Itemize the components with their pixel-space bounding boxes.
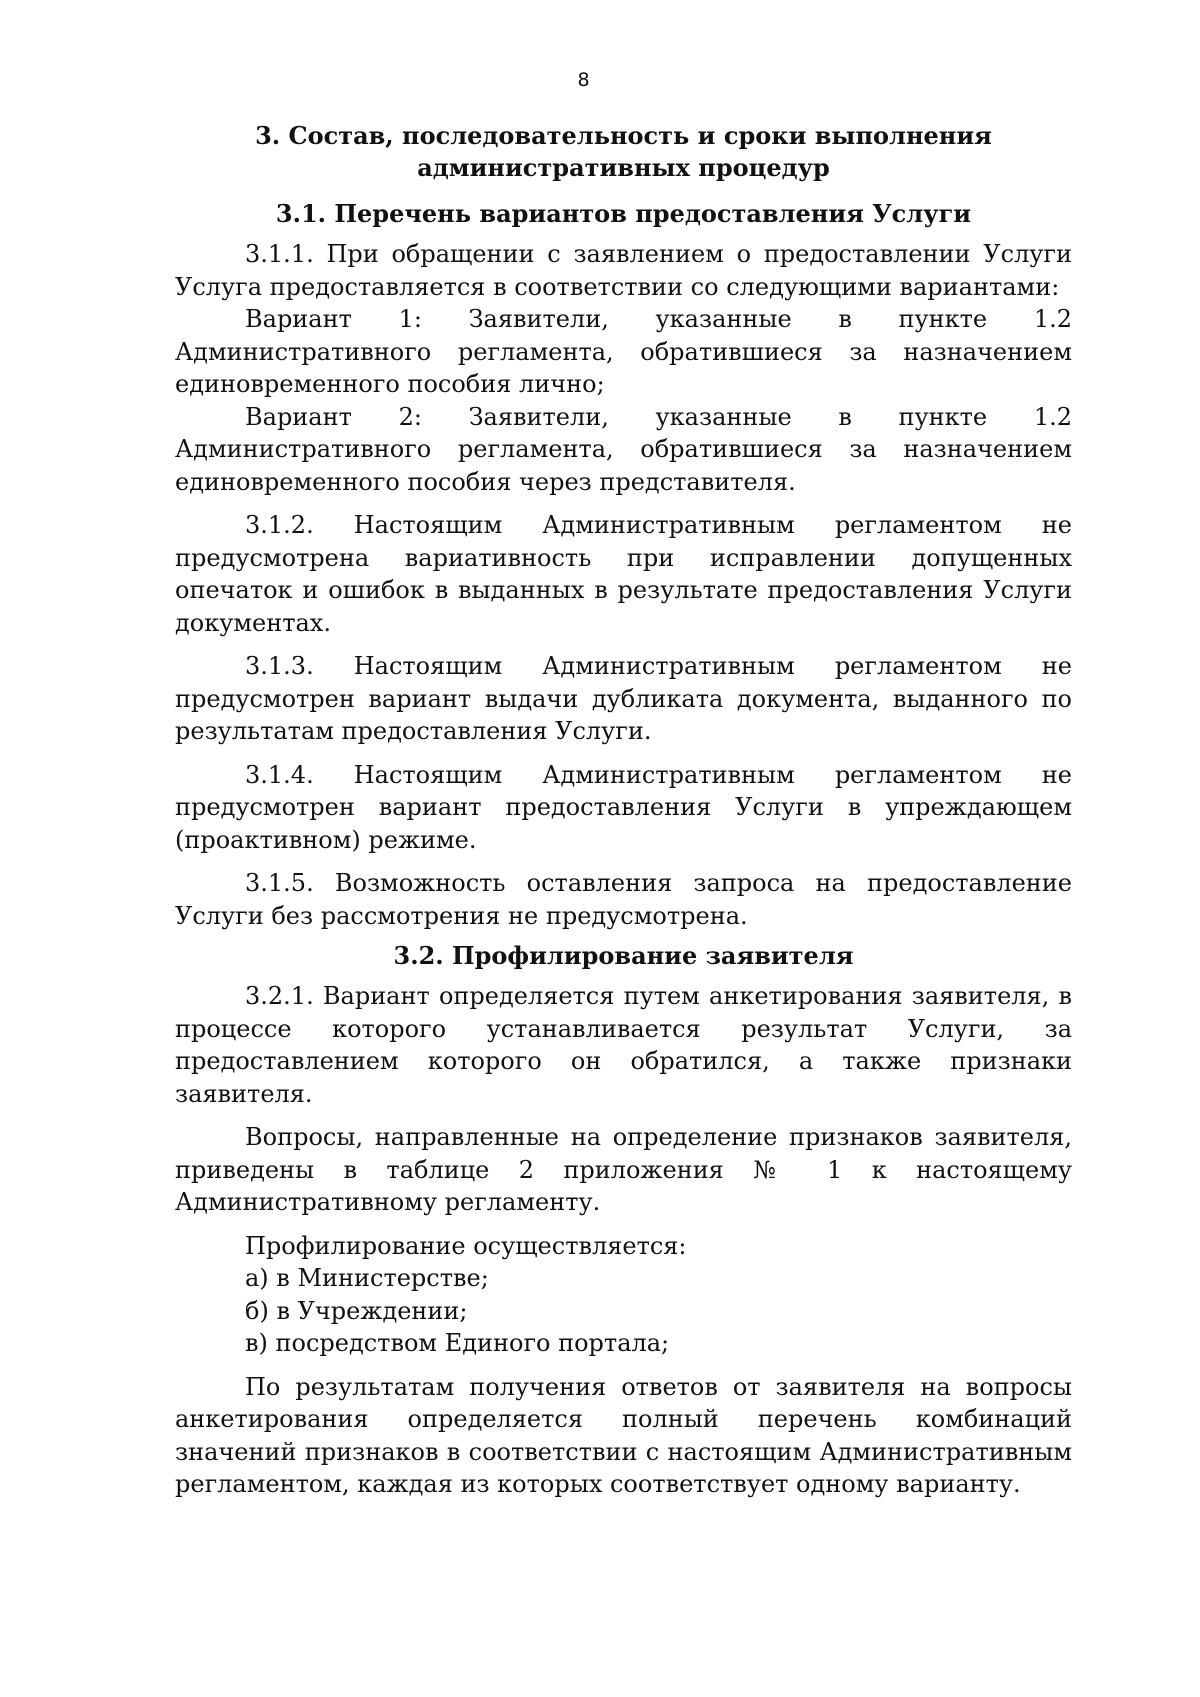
section-title: 3. Состав, последовательность и сроки выполнения административных процедур [255, 121, 992, 182]
paragraph-3-2-1: 3.2.1. Вариант определяется путем анкетирования заявителя, в процессе которого устанавливается результат Услуги, за предоставлением которого он обратился, а также признаки заявителя. [175, 982, 1072, 1108]
paragraph-results: По результатам получения ответов от заявителя на вопросы анкетирования определяется полный перечень комбинаций значений признаков в соответствии с настоящим Административным регламентом, каждая из которых соответствует одному варианту. [175, 1372, 1072, 1498]
paragraph-3-1-2: 3.1.2. Настоящим Административным регламентом не предусмотрена вариативность при исправлении допущенных опечаток и ошибок в выданных в результате предоставления Услуги документах. [175, 511, 1072, 637]
paragraph-3-1-5: 3.1.5. Возможность оставления запроса на предоставление Услуги без рассмотрения не предусмотрена. [175, 869, 1072, 930]
paragraph-3-1-1: 3.1.1. При обращении с заявлением о предоставлении Услуги Услуга предоставляется в соответствии со следующими вариантами: [175, 240, 1072, 301]
subsection-title-3-2: 3.2. Профилирование заявителя [393, 941, 854, 970]
subsection-title-3-1: 3.1. Перечень вариантов предоставления Услуги [275, 199, 972, 228]
list-item: в) посредством Единого портала; [245, 1329, 670, 1357]
paragraph-3-1-4: 3.1.4. Настоящим Административным регламентом не предусмотрен вариант предоставления Услуги в упреждающем (проактивном) режиме. [175, 760, 1072, 854]
list-item: а) в Министерстве; [245, 1264, 489, 1292]
list-item: б) в Учреждении; [245, 1296, 468, 1325]
paragraph-variant-2: Вариант 2: Заявители, указанные в пункте 1.2 Административного регламента, обратившиеся за назначением единовременного пособия через представителя. [175, 402, 1072, 496]
paragraph-profiling-intro: Профилирование осуществляется: [245, 1231, 687, 1260]
paragraph-questions: Вопросы, направленные на определение признаков заявителя, приведены в таблице 2 приложения № 1 к настоящему Административному регламенту. [175, 1123, 1072, 1216]
page-number: 8 [577, 69, 590, 91]
profiling-list [175, 1262, 1072, 1360]
paragraph-3-1-3: 3.1.3. Настоящим Административным регламентом не предусмотрен вариант выдачи дубликата документа, выданного по результатам предоставления Услуги. [175, 652, 1072, 745]
paragraph-variant-1: Вариант 1: Заявители, указанные в пункте 1.2 Административного регламента, обратившиеся за назначением единовременного пособия лично; [175, 305, 1072, 398]
